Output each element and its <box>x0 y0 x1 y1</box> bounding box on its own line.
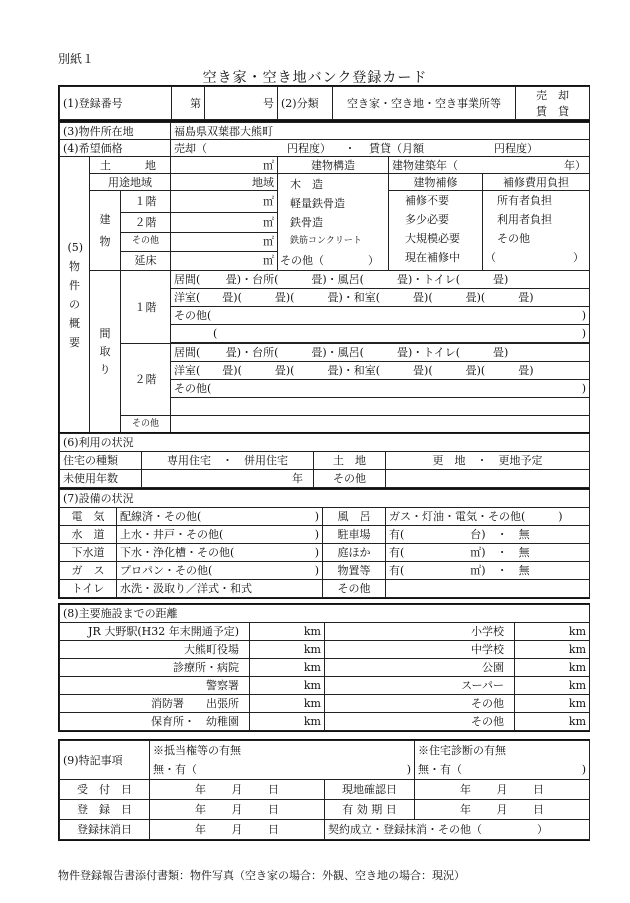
eq-storage-v: 有( ㎡) ・ 無 <box>386 562 590 580</box>
eq-sewer-v: 下水・浄化槽・その他( ) <box>117 544 323 562</box>
usage-other: その他 <box>314 470 386 488</box>
eq-gas-v: プロパン・その他( ) <box>117 562 323 580</box>
building-label: 建物 <box>90 191 121 271</box>
site-label: 現地確認日 <box>325 780 415 800</box>
f1-other: その他( ) <box>171 307 590 325</box>
register-label: 登 録 日 <box>60 800 150 820</box>
accept-label: 受 付 日 <box>60 780 150 800</box>
reg-dai: 第 <box>172 87 205 120</box>
price-row <box>171 140 590 157</box>
mortgage-value[interactable]: 無・有（ ) <box>150 760 415 780</box>
struct-header: 建物構造 <box>278 157 389 174</box>
reg-go: 号 <box>205 87 278 120</box>
floor-1-m2: ㎡ <box>171 191 278 213</box>
eq-parking: 駐車場 <box>323 526 386 544</box>
site-date[interactable]: 年 月 日 <box>415 780 590 800</box>
struct-list: 木 造 軽量鉄骨造 鉄骨造 鉄筋コンクリート その他（ ） <box>278 174 389 271</box>
register-date[interactable]: 年 月 日 <box>150 800 325 820</box>
land-use-value[interactable]: 更 地 ・ 更地予定 <box>386 452 590 470</box>
eq-storage: 物置等 <box>323 562 386 580</box>
layout-floor-2: ２階 <box>121 344 171 416</box>
land-label: 土 地 <box>90 157 171 174</box>
location-value: 福島県双葉郡大熊町 <box>171 123 590 140</box>
eq-sewer: 下水道 <box>60 544 117 562</box>
accept-date[interactable]: 年 月 日 <box>150 780 325 800</box>
floor-total: 延床 <box>121 251 171 270</box>
floor-other: その他 <box>121 232 171 251</box>
price-rent-unit: 円程度） <box>494 141 539 155</box>
eq-parking-v: 有( 台) ・ 無 <box>386 526 590 544</box>
attachment-label: 別紙１ <box>58 52 95 66</box>
eq-garden-v: 有( ㎡) ・ 無 <box>386 544 590 562</box>
usage-block <box>58 432 590 489</box>
diagnosis-header: ※住宅診断の有無 <box>415 741 590 761</box>
dist-station: JR 大野駅(H32 年末開通予定) <box>60 623 250 641</box>
f1-rooms-1: 居間( 畳)・台所( 畳)・風呂( 畳)・トイレ( 畳) <box>171 271 590 289</box>
eq-bath: 風 呂 <box>323 508 386 526</box>
sale-option[interactable]: 売 却 <box>516 87 590 104</box>
class-value: 空き家・空き地・空き事業所等 <box>333 87 516 120</box>
dist-other-2: その他 <box>325 713 515 731</box>
mortgage-header: ※抵当権等の有無 <box>150 741 325 761</box>
dist-other-1: その他 <box>325 695 515 713</box>
reg-no-label: (1)登録番号 <box>60 87 172 120</box>
notes-label: (9)特記事項 <box>60 741 150 780</box>
page-title: 空き家・空き地バンク登録カード <box>202 70 428 86</box>
floor-2: ２階 <box>121 213 171 232</box>
land-use-label: 土 地 <box>314 452 386 470</box>
f1-other-2: ( ) <box>171 325 590 343</box>
repair-header: 建物補修 <box>389 174 483 191</box>
dist-fire: 消防署 出張所 <box>60 695 250 713</box>
cost-header: 補修費用負担 <box>483 174 590 191</box>
f1-rooms-2: 洋室( 畳)( 畳)( 畳)・和室( 畳)( 畳)( 畳) <box>171 289 590 307</box>
land-m2: ㎡ <box>171 157 278 174</box>
footer-note: 物件登録報告書添付書類：物件写真（空き家の場合：外観、空き地の場合：現況） <box>58 869 465 882</box>
floor-2-m2: ㎡ <box>171 213 278 232</box>
eq-other: その他 <box>323 580 386 598</box>
zone-label: 用途地域 <box>90 174 171 191</box>
type-value[interactable]: 専用住宅 ・ 併用住宅 <box>142 452 314 470</box>
valid-date[interactable]: 年 月 日 <box>415 800 590 820</box>
rent-option[interactable]: 賃 貸 <box>516 103 590 120</box>
class-label: (2)分類 <box>278 87 333 120</box>
property-block <box>58 121 590 434</box>
price-sale-unit: 円程度） <box>287 141 332 155</box>
repair-list: 補修不要 多少必要 大規模必要 現在補修中 <box>389 191 483 271</box>
layout-label: 間取り <box>90 271 121 433</box>
floor-1: １階 <box>121 191 171 213</box>
zone-value: 地域 <box>171 174 278 191</box>
f2-rooms-2: 洋室( 畳)( 畳)( 畳)・和室( 畳)( 畳)( 畳) <box>171 362 590 380</box>
eq-electric-v: 配線済・その他( ) <box>117 508 323 526</box>
dist-elementary: 小学校 <box>325 623 515 641</box>
cost-list: 所有者負担 利用者負担 その他 （ ） <box>483 191 590 271</box>
eq-electric: 電 気 <box>60 508 117 526</box>
distance-label: (8)主要施設までの距離 <box>60 605 590 623</box>
floor-other-m2: ㎡ <box>171 232 278 251</box>
cancel-label: 登録抹消日 <box>60 820 150 840</box>
price-rent: 賃貸（月額 <box>369 141 425 155</box>
equipment-label: (7)設備の状況 <box>60 490 590 508</box>
registration-block <box>58 85 590 121</box>
equipment-block <box>58 488 590 599</box>
layout-other: その他 <box>121 416 171 433</box>
f2-rooms-1: 居間( 畳)・台所( 畳)・風呂( 畳)・トイレ( 畳) <box>171 344 590 362</box>
dist-junior: 中学校 <box>325 641 515 659</box>
dist-park: 公園 <box>325 659 515 677</box>
eq-other-v <box>386 580 590 598</box>
floor-total-m2: ㎡ <box>171 251 278 270</box>
eq-bath-v: ガス・灯油・電気・その他( ) <box>386 508 590 526</box>
unused-year: 年 <box>142 470 314 488</box>
notes-block <box>58 739 590 841</box>
contract-status[interactable]: 契約成立・登録抹消・その他（ ） <box>325 820 590 840</box>
dist-clinic: 診療所・病院 <box>60 659 250 677</box>
layout-floor-1: １階 <box>121 271 171 344</box>
eq-toilet-v: 水洗・汲取り／洋式・和式 <box>117 580 323 598</box>
eq-water: 水 道 <box>60 526 117 544</box>
valid-label: 有 効 期 日 <box>325 800 415 820</box>
price-label: (4)希望価格 <box>60 140 171 157</box>
usage-label: (6)利用の状況 <box>60 434 590 452</box>
location-label: (3)物件所在地 <box>60 123 171 140</box>
cancel-date[interactable]: 年 月 日 <box>150 820 325 840</box>
unused-label: 未使用年数 <box>60 470 142 488</box>
price-dot: ・ <box>344 141 356 155</box>
price-sale: 売却（ <box>174 141 208 155</box>
eq-water-v: 上水・井戸・その他( ) <box>117 526 323 544</box>
eq-gas: ガ ス <box>60 562 117 580</box>
f2-other: その他( ) <box>171 380 590 398</box>
type-label: 住宅の種類 <box>60 452 142 470</box>
eq-toilet: トイレ <box>60 580 117 598</box>
dist-nursery: 保育所・ 幼稚園 <box>60 713 250 731</box>
dist-townhall: 大熊町役場 <box>60 641 250 659</box>
eq-garden: 庭ほか <box>323 544 386 562</box>
diagnosis-value[interactable]: 無・有（ ) <box>415 760 590 780</box>
overview-label: (5)物件の概要 <box>60 157 90 433</box>
dist-police: 警察署 <box>60 677 250 695</box>
dist-super: スーパー <box>325 677 515 695</box>
year-cell: 建物建築年（ 年） <box>389 157 590 174</box>
distance-block: (8)主要施設までの距離 JR 大野駅(H32 年末開通予定) km 小学校 km 大熊町役場 km 中学校 km 診療所・病院 km 公園 km 警察署 km スーパー km 消防署 出張所 km その他 km 保育所・ 幼稚園 km その他 km <box>58 603 590 732</box>
